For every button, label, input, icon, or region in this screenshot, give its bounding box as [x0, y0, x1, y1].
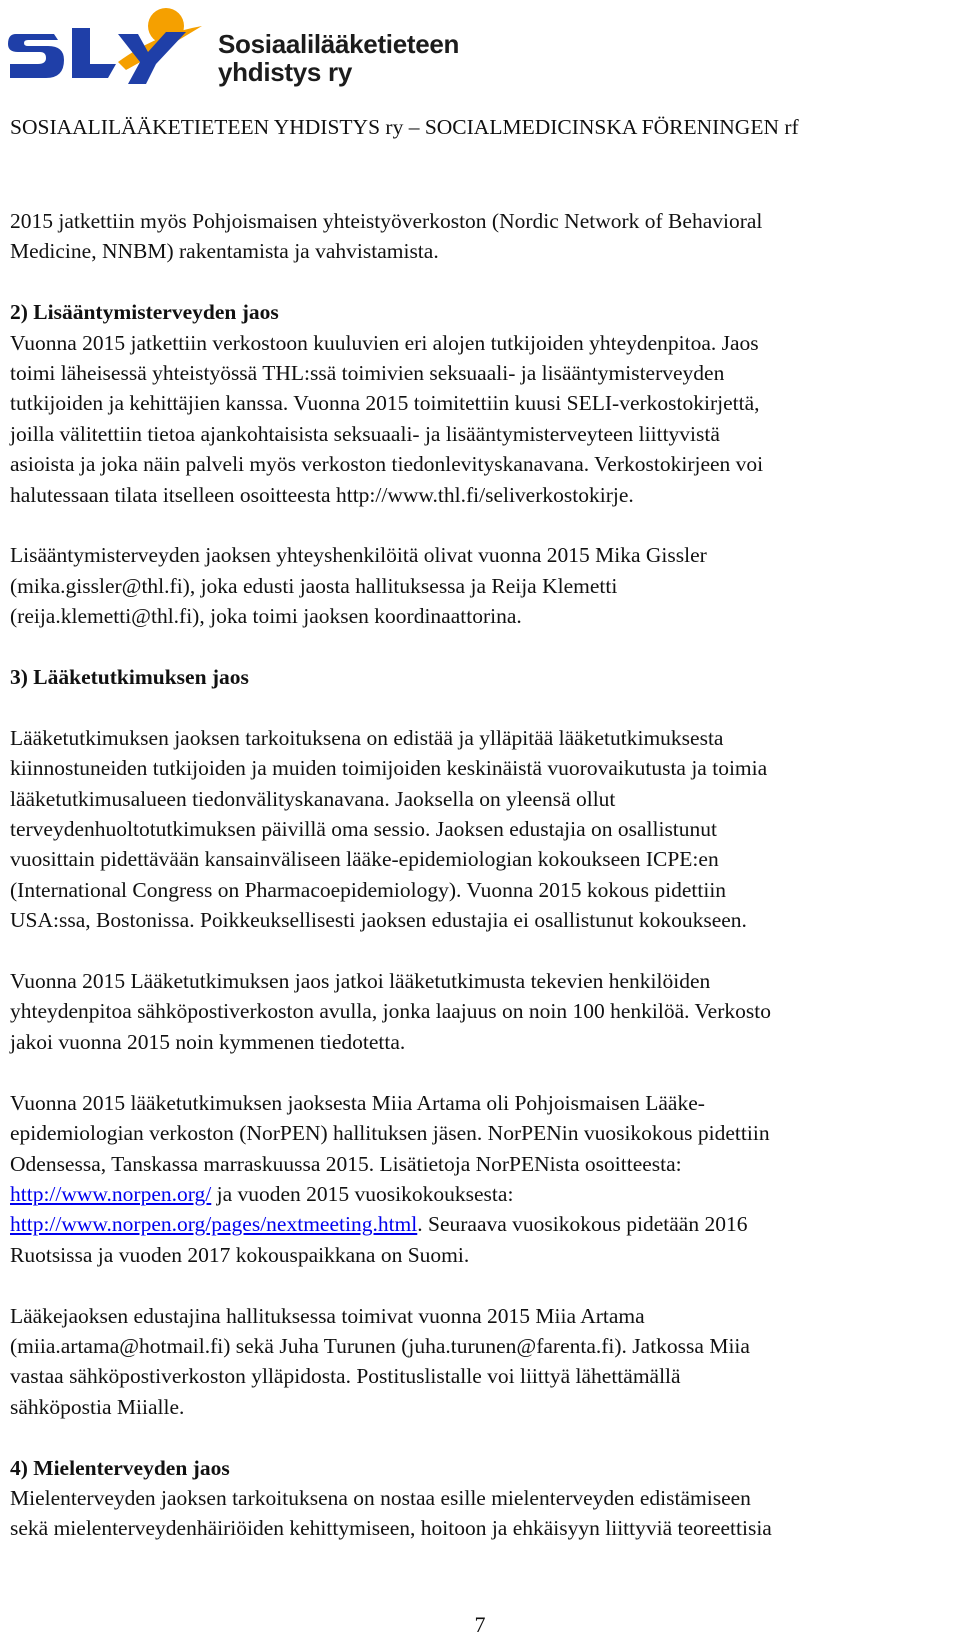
text-line: Ruotsissa ja vuoden 2017 kokouspaikkana on Suomi. [10, 1242, 470, 1267]
text-line: epidemiologian verkoston (NorPEN) hallituksen jäsen. NorPENin vuosikokous pidettiin [10, 1121, 770, 1146]
text-line: (miia.artama@hotmail.fi) sekä Juha Turunen (juha.turunen@farenta.fi). Jatkossa Miia [10, 1333, 750, 1358]
paragraph-nnbm [10, 206, 955, 267]
text-line: Odensessa, Tanskassa marraskuussa 2015. Lisätietoja NorPENista osoitteesta: [10, 1151, 682, 1176]
logo [6, 4, 466, 88]
paragraph-mental-health-1 [10, 1483, 955, 1544]
paragraph-drug-research-norpen [10, 1088, 955, 1270]
text-line: Vuonna 2015 jatkettiin verkostoon kuuluvien eri alojen tutkijoiden yhteydenpitoa. Jaos [10, 330, 759, 355]
text-line: vuosittain pidettävään kansainväliseen lääke-epidemiologian kokoukseen ICPE:en [10, 847, 719, 872]
text-line: Vuonna 2015 Lääketutkimuksen jaos jatkoi lääketutkimusta tekevien henkilöiden [10, 969, 711, 994]
text-line: Medicine, NNBM) rakentamista ja vahvistamista. [10, 239, 439, 264]
text-line: yhteydenpitoa sähköpostiverkoston avulla, jonka laajuus on noin 100 henkilöä. Verkosto [10, 999, 771, 1024]
logo-text-line2: yhdistys ry [218, 57, 352, 87]
text-line: (International Congress on Pharmacoepidemiology). Vuonna 2015 kokous pidettiin [10, 877, 727, 902]
text-line [10, 1179, 955, 1209]
text-line: 2015 jatkettiin myös Pohjoismaisen yhteistyöverkoston (Nordic Network of Behavioral [10, 209, 763, 233]
section-heading-mental-health: 4) Mielenterveyden jaos [10, 1455, 230, 1480]
text-line: lääketutkimusalueen tiedonvälityskanavana. Jaoksella on yleensä ollut [10, 786, 616, 811]
text-line: Vuonna 2015 lääketutkimuksen jaoksesta Miia Artama oli Pohjoismaisen Lääke- [10, 1090, 705, 1115]
text-line: vastaa sähköpostiverkoston ylläpidosta. Postituslistalle voi liittyä lähettämällä [10, 1364, 681, 1389]
norpen-link[interactable]: http://www.norpen.org/ [10, 1181, 212, 1206]
section-heading-drug-research: 3) Lääketutkimuksen jaos [10, 665, 249, 690]
page-number: 7 [474, 1612, 486, 1637]
paragraph-drug-research-2 [10, 966, 955, 1057]
text-line: Lääkejaoksen edustajina hallituksessa toimivat vuonna 2015 Miia Artama [10, 1303, 645, 1328]
paragraph-reproductive-health-1 [10, 328, 955, 510]
norpen-meeting-link[interactable]: http://www.norpen.org/pages/nextmeeting.html [10, 1212, 418, 1237]
paragraph-reproductive-health-contacts [10, 540, 955, 631]
logo-wordmark [218, 30, 459, 86]
text-line: (reija.klemetti@thl.fi), joka toimi jaoksen koordinaattorina. [10, 604, 522, 629]
document-body [10, 206, 955, 1544]
text-line: joilla välitettiin tietoa ajankohtaisista seksuaali- ja lisääntymisterveyteen liittyvistä [10, 421, 720, 446]
organization-name: SOSIAALILÄÄKETIETEEN YHDISTYS ry – SOCIALMEDICINSKA FÖRENINGEN rf [10, 115, 799, 139]
text-line: sekä mielenterveydenhäiriöiden kehittymiseen, hoitoon ja ehkäisyyn liittyviä teoreettisia [10, 1516, 772, 1541]
paragraph-drug-research-representatives [10, 1301, 955, 1423]
paragraph-drug-research-1 [10, 723, 955, 936]
text-line: jakoi vuonna 2015 noin kymmenen tiedotetta. [10, 1029, 406, 1054]
sly-logo-mark [6, 4, 216, 88]
text-line: Mielenterveyden jaoksen tarkoituksena on nostaa esille mielenterveyden edistämiseen [10, 1485, 751, 1510]
text-line: Lääketutkimuksen jaoksen tarkoituksena on edistää ja ylläpitää lääketutkimuksesta [10, 725, 724, 750]
text-line: halutessaan tilata itselleen osoitteesta http://www.thl.fi/seliverkostokirje. [10, 482, 634, 507]
text-line: toimi läheisessä yhteistyössä THL:ssä toimivien seksuaali- ja lisääntymisterveyden [10, 361, 725, 386]
text-line: sähköpostia Miialle. [10, 1394, 185, 1419]
text-fragment: . Seuraava vuosikokous pidetään 2016 [417, 1212, 748, 1237]
text-line: tutkijoiden ja kehittäjien kanssa. Vuonna 2015 toimitettiin kuusi SELI-verkostokirjettä, [10, 391, 760, 416]
text-line [10, 1209, 955, 1239]
logo-text-line1: Sosiaalilääketieteen [218, 29, 460, 59]
text-line: USA:ssa, Bostonissa. Poikkeuksellisesti jaoksen edustajia ei osallistunut kokoukseen. [10, 908, 747, 933]
text-line: (mika.gissler@thl.fi), joka edusti jaosta hallituksessa ja Reija Klemetti [10, 573, 618, 598]
text-line: Lisääntymisterveyden jaoksen yhteyshenkilöitä olivat vuonna 2015 Mika Gissler [10, 543, 707, 568]
text-fragment: ja vuoden 2015 vuosikokouksesta: [211, 1181, 514, 1206]
section-heading-reproductive-health: 2) Lisääntymisterveyden jaos [10, 300, 279, 325]
text-line: asioista ja joka näin palveli myös verkoston tiedonlevityskanavana. Verkostokirjeen voi [10, 452, 764, 477]
text-line: terveydenhuoltotutkimuksen päivillä oma sessio. Jaoksen edustajia on osallistunut [10, 817, 718, 842]
text-line: kiinnostuneiden tutkijoiden ja muiden toimijoiden keskinäistä vuorovaikutusta ja toimia [10, 756, 768, 781]
